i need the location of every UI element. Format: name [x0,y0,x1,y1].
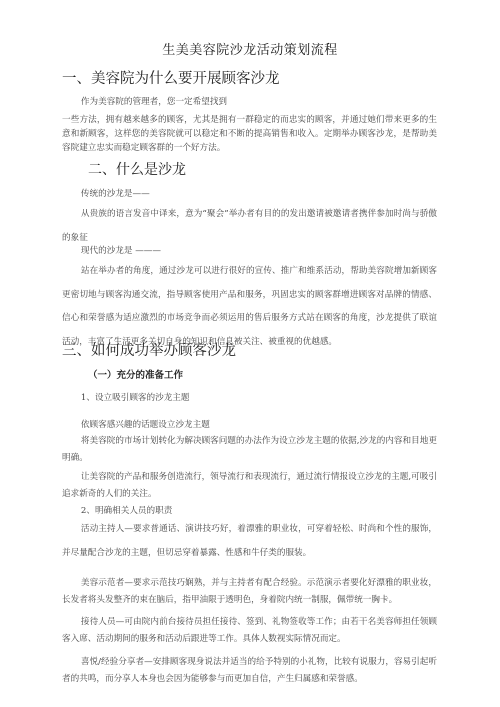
section3-paragraph-2: 将美容院的市场计划转化为解决顾客问题的办法作为设立沙龙主题的依据,沙龙的内容和目地更明确。 [62,436,437,463]
section-heading-3: 三、如何成功举办顾客沙龙 [62,343,236,359]
section2-paragraph-4: 站在举办者的角度，通过沙龙可以进行很好的宣传、推广和维系活动，帮助美容院增加新顾客更密切地与顾客沟通交流，指导顾客使用产品和服务，巩固忠实的顾客群增进顾客对品牌的情感、信心和荣誉感为适应激烈的市场竞争而必须运用的售后服务方式站在顾客的角度，沙龙提供了联谊活动，丰富了生活更多关切自身的知识和信息被关注、被重视的优越感。 [62,266,437,347]
section3-paragraph-3: 让美容院的产品和服务创造流行，领导流行和表现流行，通过流行情报设立沙龙的主题,可吸引追求新奇的人们的关注。 [62,472,437,499]
section2-paragraph-1: 传统的沙龙是—— [80,189,150,199]
section1-paragraph-1: 作为美容院的管理者，您一定希望找到 [80,97,228,107]
section3-paragraph-7: 喜悦/经验分享者—安排顾客现身说法并适当的给予特别的小礼物，比较有说服力，容易引起听者的共鸣，而分享人本身也会因为能够参与而更加自信，产生归属感和荣誉感。 [62,657,437,684]
item-heading-2: 2、明确相关人员的职责 [80,506,173,516]
section3-paragraph-6: 接待人员—可由院内前台接待员担任接待、签到、礼物签收等工作；由若干名美容师担任领顾客入席、活动期间的服务和活动后跟进等工作。具体人数视实际情况而定。 [62,617,437,644]
section2-paragraph-3: 现代的沙龙是 ——— [80,246,161,256]
section2-paragraph-2: 从贵族的语言发音中译来，意为“聚会”举办者有目的的发出邀请被邀请者携伴参加时尚与骄傲的象征 [62,209,437,243]
item-heading-1: 1、设立吸引顾客的沙龙主题 [80,393,190,403]
section3-paragraph-1: 依顾客感兴趣的话题设立沙龙主题 [80,420,210,430]
section3-paragraph-4: 活动主持人—要求普通话、演讲技巧好，着漂雅的职业妆，可穿着轻松、时尚和个性的服饰，并尽量配合沙龙的主题，但切忌穿着暴露、性感和牛仔类的服装。 [62,524,437,558]
section1-paragraph-2: 一些方法，拥有越来越多的顾客，尤其是拥有一群稳定的而忠实的顾客，并通过她们带来更多的生意和新顾客，这样您的美容院就可以稳定和不断的提高销售和收入。定期举办顾客沙龙，是帮助美容院建立忠实而稳定顾客群的一个好方法。 [62,115,437,153]
section-heading-2: 二、什么是沙龙 [88,162,186,178]
section3-paragraph-5: 美容示范者—要求示范技巧娴熟，并与主持者有配合经验。示范演示者要化好漂雅的职业妆，长发者将头发整齐的束在脑后，指甲油限于透明色，身着院内统一制服，佩带统一胸卡。 [62,578,437,605]
document-title: 生美美容院沙龙活动策划流程 [162,43,338,58]
section-heading-1: 一、美容院为什么要开展顾客沙龙 [62,71,280,87]
subsection-heading-1: （一）充分的准备工作 [88,370,184,381]
